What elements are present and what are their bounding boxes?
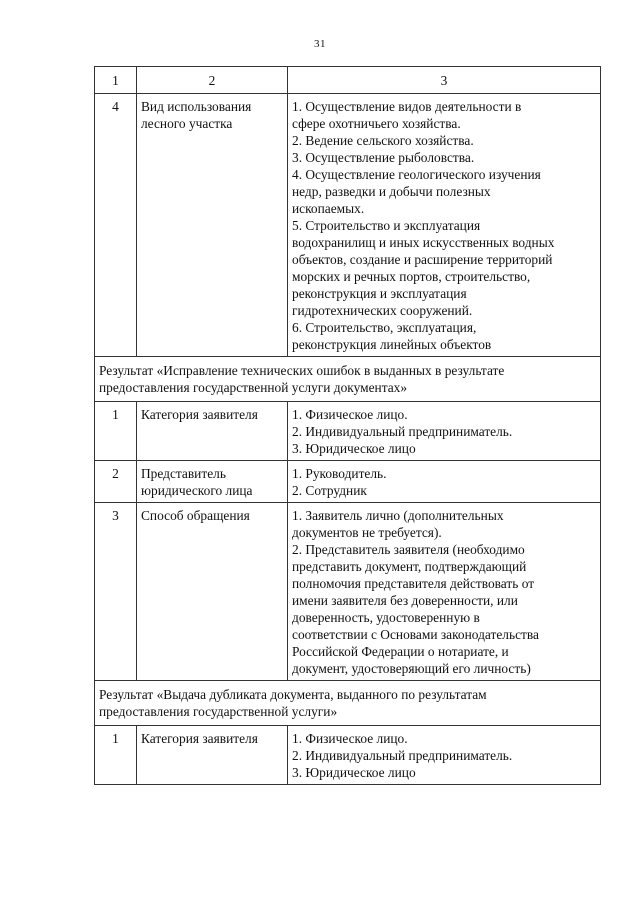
table-row [95, 726, 601, 785]
section-heading-row [95, 357, 601, 402]
row-values [288, 402, 601, 461]
text-line: 2. Индивидуальный предприниматель. [292, 424, 513, 439]
table-row [95, 94, 601, 357]
header-col-1: 1 [95, 67, 137, 94]
text-line: 2. Сотрудник [292, 483, 367, 498]
text-line: имени заявителя без доверенности, или [292, 593, 518, 608]
text-line: предоставления государственной услуги документах» [99, 380, 408, 395]
text-line: 1. Руководитель. [292, 466, 387, 481]
text-line: реконструкция и эксплуатация [292, 286, 467, 301]
text-line: Категория заявителя [141, 731, 258, 746]
row-number: 2 [95, 461, 137, 503]
text-line: водохранилищ и иных искусственных водных [292, 235, 555, 250]
row-parameter [137, 461, 288, 503]
text-line: 4. Осуществление геологического изучения [292, 167, 541, 182]
row-parameter [137, 726, 288, 785]
text-line: 2. Представитель заявителя (необходимо [292, 542, 525, 557]
table-row [95, 461, 601, 503]
text-line: 1. Осуществление видов деятельности в [292, 99, 522, 114]
row-parameter [137, 503, 288, 681]
text-line: представить документ, подтверждающий [292, 559, 527, 574]
text-line: Результат «Выдача дубликата документа, выданного по результатам [99, 687, 487, 702]
text-line: морских и речных портов, строительство, [292, 269, 531, 284]
row-values [288, 503, 601, 681]
text-line: 1. Физическое лицо. [292, 731, 408, 746]
text-line: реконструкция линейных объектов [292, 337, 492, 352]
text-line: объектов, создание и расширение территорий [292, 252, 553, 267]
row-parameter [137, 402, 288, 461]
row-number: 1 [95, 726, 137, 785]
text-line: документов не требуется). [292, 525, 442, 540]
text-line: предоставления государственной услуги» [99, 704, 338, 719]
text-line: документ, удостоверяющий его личность) [292, 661, 531, 676]
text-line: гидротехнических сооружений. [292, 303, 473, 318]
text-line: полномочия представителя действовать от [292, 576, 535, 591]
row-number: 1 [95, 402, 137, 461]
text-line: соответствии с Основами законодательства [292, 627, 539, 642]
text-line: Вид использования [141, 99, 252, 114]
text-line: ископаемых. [292, 201, 365, 216]
text-line: 2. Ведение сельского хозяйства. [292, 133, 474, 148]
text-line: Категория заявителя [141, 407, 258, 422]
text-line: Российской Федерации о нотариате, и [292, 644, 509, 659]
text-line: сфере охотничьего хозяйства. [292, 116, 461, 131]
text-line: Результат «Исправление технических ошибок в выданных в результате [99, 363, 505, 378]
row-values [288, 94, 601, 357]
section-heading [95, 357, 601, 402]
text-line: юридического лица [141, 483, 253, 498]
section-heading [95, 681, 601, 726]
text-line: 1. Физическое лицо. [292, 407, 408, 422]
row-values [288, 726, 601, 785]
row-number: 3 [95, 503, 137, 681]
table-row [95, 402, 601, 461]
text-line: 2. Индивидуальный предприниматель. [292, 748, 513, 763]
text-line: 3. Юридическое лицо [292, 441, 416, 456]
text-line: доверенность, удостоверенную в [292, 610, 480, 625]
text-line: недр, разведки и добычи полезных [292, 184, 491, 199]
row-values [288, 461, 601, 503]
page-number: 31 [314, 38, 326, 50]
text-line: 6. Строительство, эксплуатация, [292, 320, 477, 335]
header-col-2: 2 [137, 67, 288, 94]
text-line: 5. Строительство и эксплуатация [292, 218, 481, 233]
text-line: 3. Юридическое лицо [292, 765, 416, 780]
text-line: Представитель [141, 466, 226, 481]
text-line: лесного участка [141, 116, 233, 131]
header-col-3: 3 [288, 67, 601, 94]
table-header-row [95, 67, 601, 94]
text-line: 3. Осуществление рыболовства. [292, 150, 475, 165]
row-number: 4 [95, 94, 137, 357]
text-line: Способ обращения [141, 508, 250, 523]
section-heading-row [95, 681, 601, 726]
document-table [94, 66, 601, 785]
text-line: 1. Заявитель лично (дополнительных [292, 508, 504, 523]
row-parameter [137, 94, 288, 357]
table-row [95, 503, 601, 681]
